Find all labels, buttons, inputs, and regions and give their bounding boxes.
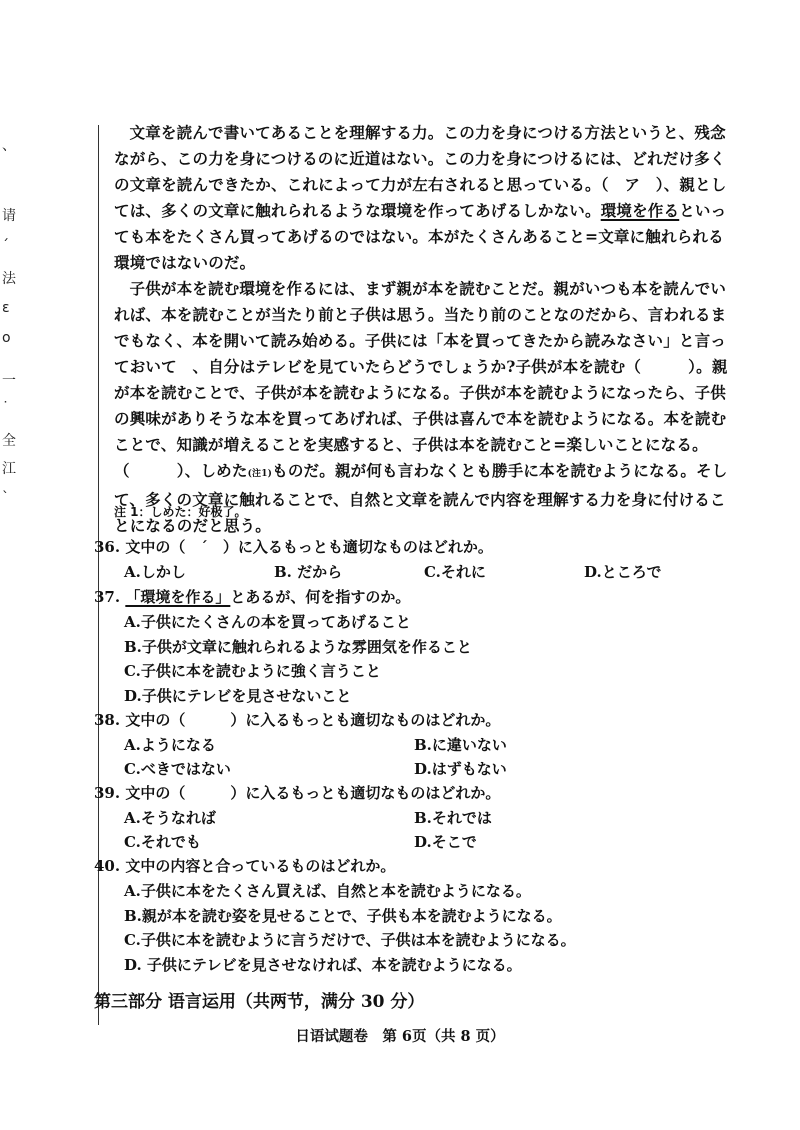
option-c: C.べきではない [124, 760, 231, 778]
section-heading: 第三部分 语言运用（共两节，满分 30 分） [94, 992, 425, 1012]
question-text: とあるが、何を指すのか。 [230, 588, 411, 606]
paragraph-text: 子供が本を読む環境を作るには、まず親が本を読むことだ。親がいつも本を読んでいれば、本を読むことが当たり前と子供は思う。当たり前のことなのだから、言われるまでもなく、本を開いて読み始める。子供には「本を買ってきたから読みなさい」と言っておいて 、自分はテレビを見ていたらどうでしょうか?子供が本を読む（ ）。親が本を読むことで、子供が本を読むようになる。子供が本を読むようになったら、子供の興味がありそうな本を買ってあげれば、子供は喜んで本を読むようになる。本を読むことで、知識が増えることを実感すると、子供は本を読むこと=楽しいことになる。（ ）、しめた [114, 279, 728, 480]
footnote: 注 1：しめた：好极了。 [114, 505, 247, 519]
option-d: D.子供にテレビを見させないこと [124, 686, 352, 705]
option-c: C.子供に本を読むように強く言うこと [124, 662, 381, 680]
option-b: B. だから [274, 563, 343, 581]
option-b: B.子供が文章に触れられるような雰囲気を作ること [124, 637, 472, 656]
question-number: 37. [94, 588, 126, 606]
option-a: A.ようになる [124, 736, 216, 754]
option-d: D. 子供にテレビを見させなければ、本を読むようになる。 [124, 955, 522, 974]
passage-paragraph-1 [114, 120, 734, 276]
page-footer: 日语试题卷 第 6页（共 8 页） [295, 1028, 505, 1045]
footnote-marker: (注1) [247, 469, 273, 479]
option-c: C.子供に本を読むように言うだけで、子供は本を読むようになる。 [124, 931, 576, 949]
option-a: A.しかし [124, 563, 186, 581]
margin-mark: ε [2, 300, 10, 316]
question-36: 36. 文中の（ ˊ ）に入るもっとも適切なものはどれか。 [94, 538, 493, 556]
question-38: 38. 文中の（ ）に入るもっとも適切なものはどれか。 [94, 711, 501, 729]
question-list [94, 535, 734, 977]
underlined-phrase: 「環境を作る」 [125, 588, 231, 606]
option-d: D.ところで [584, 563, 662, 581]
option-b: B.それでは [414, 809, 492, 827]
margin-mark: 一 [2, 373, 16, 389]
options-36 [94, 560, 734, 585]
option-a: A.子供に本をたくさん買えば、自然と本を読むようになる。 [124, 882, 531, 900]
option-c: C.それに [424, 563, 486, 581]
question-39: 39. 文中の（ ）に入るもっとも適切なものはどれか。 [94, 784, 501, 802]
option-d: D.はずもない [414, 760, 507, 778]
question-40: 40. 文中の内容と合っているものはどれか。 [94, 857, 396, 875]
option-d: D.そこで [414, 833, 477, 851]
margin-mark: ˋ [2, 490, 9, 506]
reading-passage [114, 120, 734, 539]
margin-mark: ˊ [2, 238, 9, 254]
margin-mark: 请 [2, 208, 16, 224]
question-37 [94, 585, 734, 610]
paragraph-text: といっても本をたくさん買ってあげるのではない。本がたくさんあること=文章に触れられる環境ではないのだ。 [114, 201, 727, 272]
option-b: B.に違いない [414, 736, 507, 754]
margin-mark: ˙ [2, 400, 9, 416]
margin-mark: 法 [2, 271, 16, 287]
margin-mark: o [2, 330, 11, 346]
option-c: C.それでも [124, 833, 201, 851]
paragraph-text: 文章を読んで書いてあることを理解する力。この力を身につける方法というと、残念ながら、この力を身につけるのに近道はない。この力を身につけるには、どれだけ多くの文章を読んできたか、これによって力が左右されると思っている。（ ア ）、親としては、多くの文章に触れられるような環境を作ってあげるしかない。 [114, 123, 727, 220]
underlined-phrase: 環境を作る [600, 201, 680, 220]
paragraph-text: ものだ。親が何も言わなくとも勝手に本を読むようになる。そして、多くの文章に触れることで、自然と文章を読んで内容を理解する力を身に付けることになるのだと思う。 [114, 461, 728, 535]
options-39 [94, 806, 734, 854]
option-a: A.そうなれば [124, 809, 216, 827]
margin-mark: 江 [2, 461, 16, 477]
margin-mark: 全 [2, 433, 16, 449]
option-a: A.子供にたくさんの本を買ってあげること [124, 613, 411, 631]
options-38 [94, 733, 734, 781]
option-b: B.親が本を読む姿を見せることで、子供も本を読むようになる。 [124, 906, 562, 925]
passage-paragraph-2 [114, 276, 734, 539]
margin-mark: 、 [2, 138, 16, 154]
